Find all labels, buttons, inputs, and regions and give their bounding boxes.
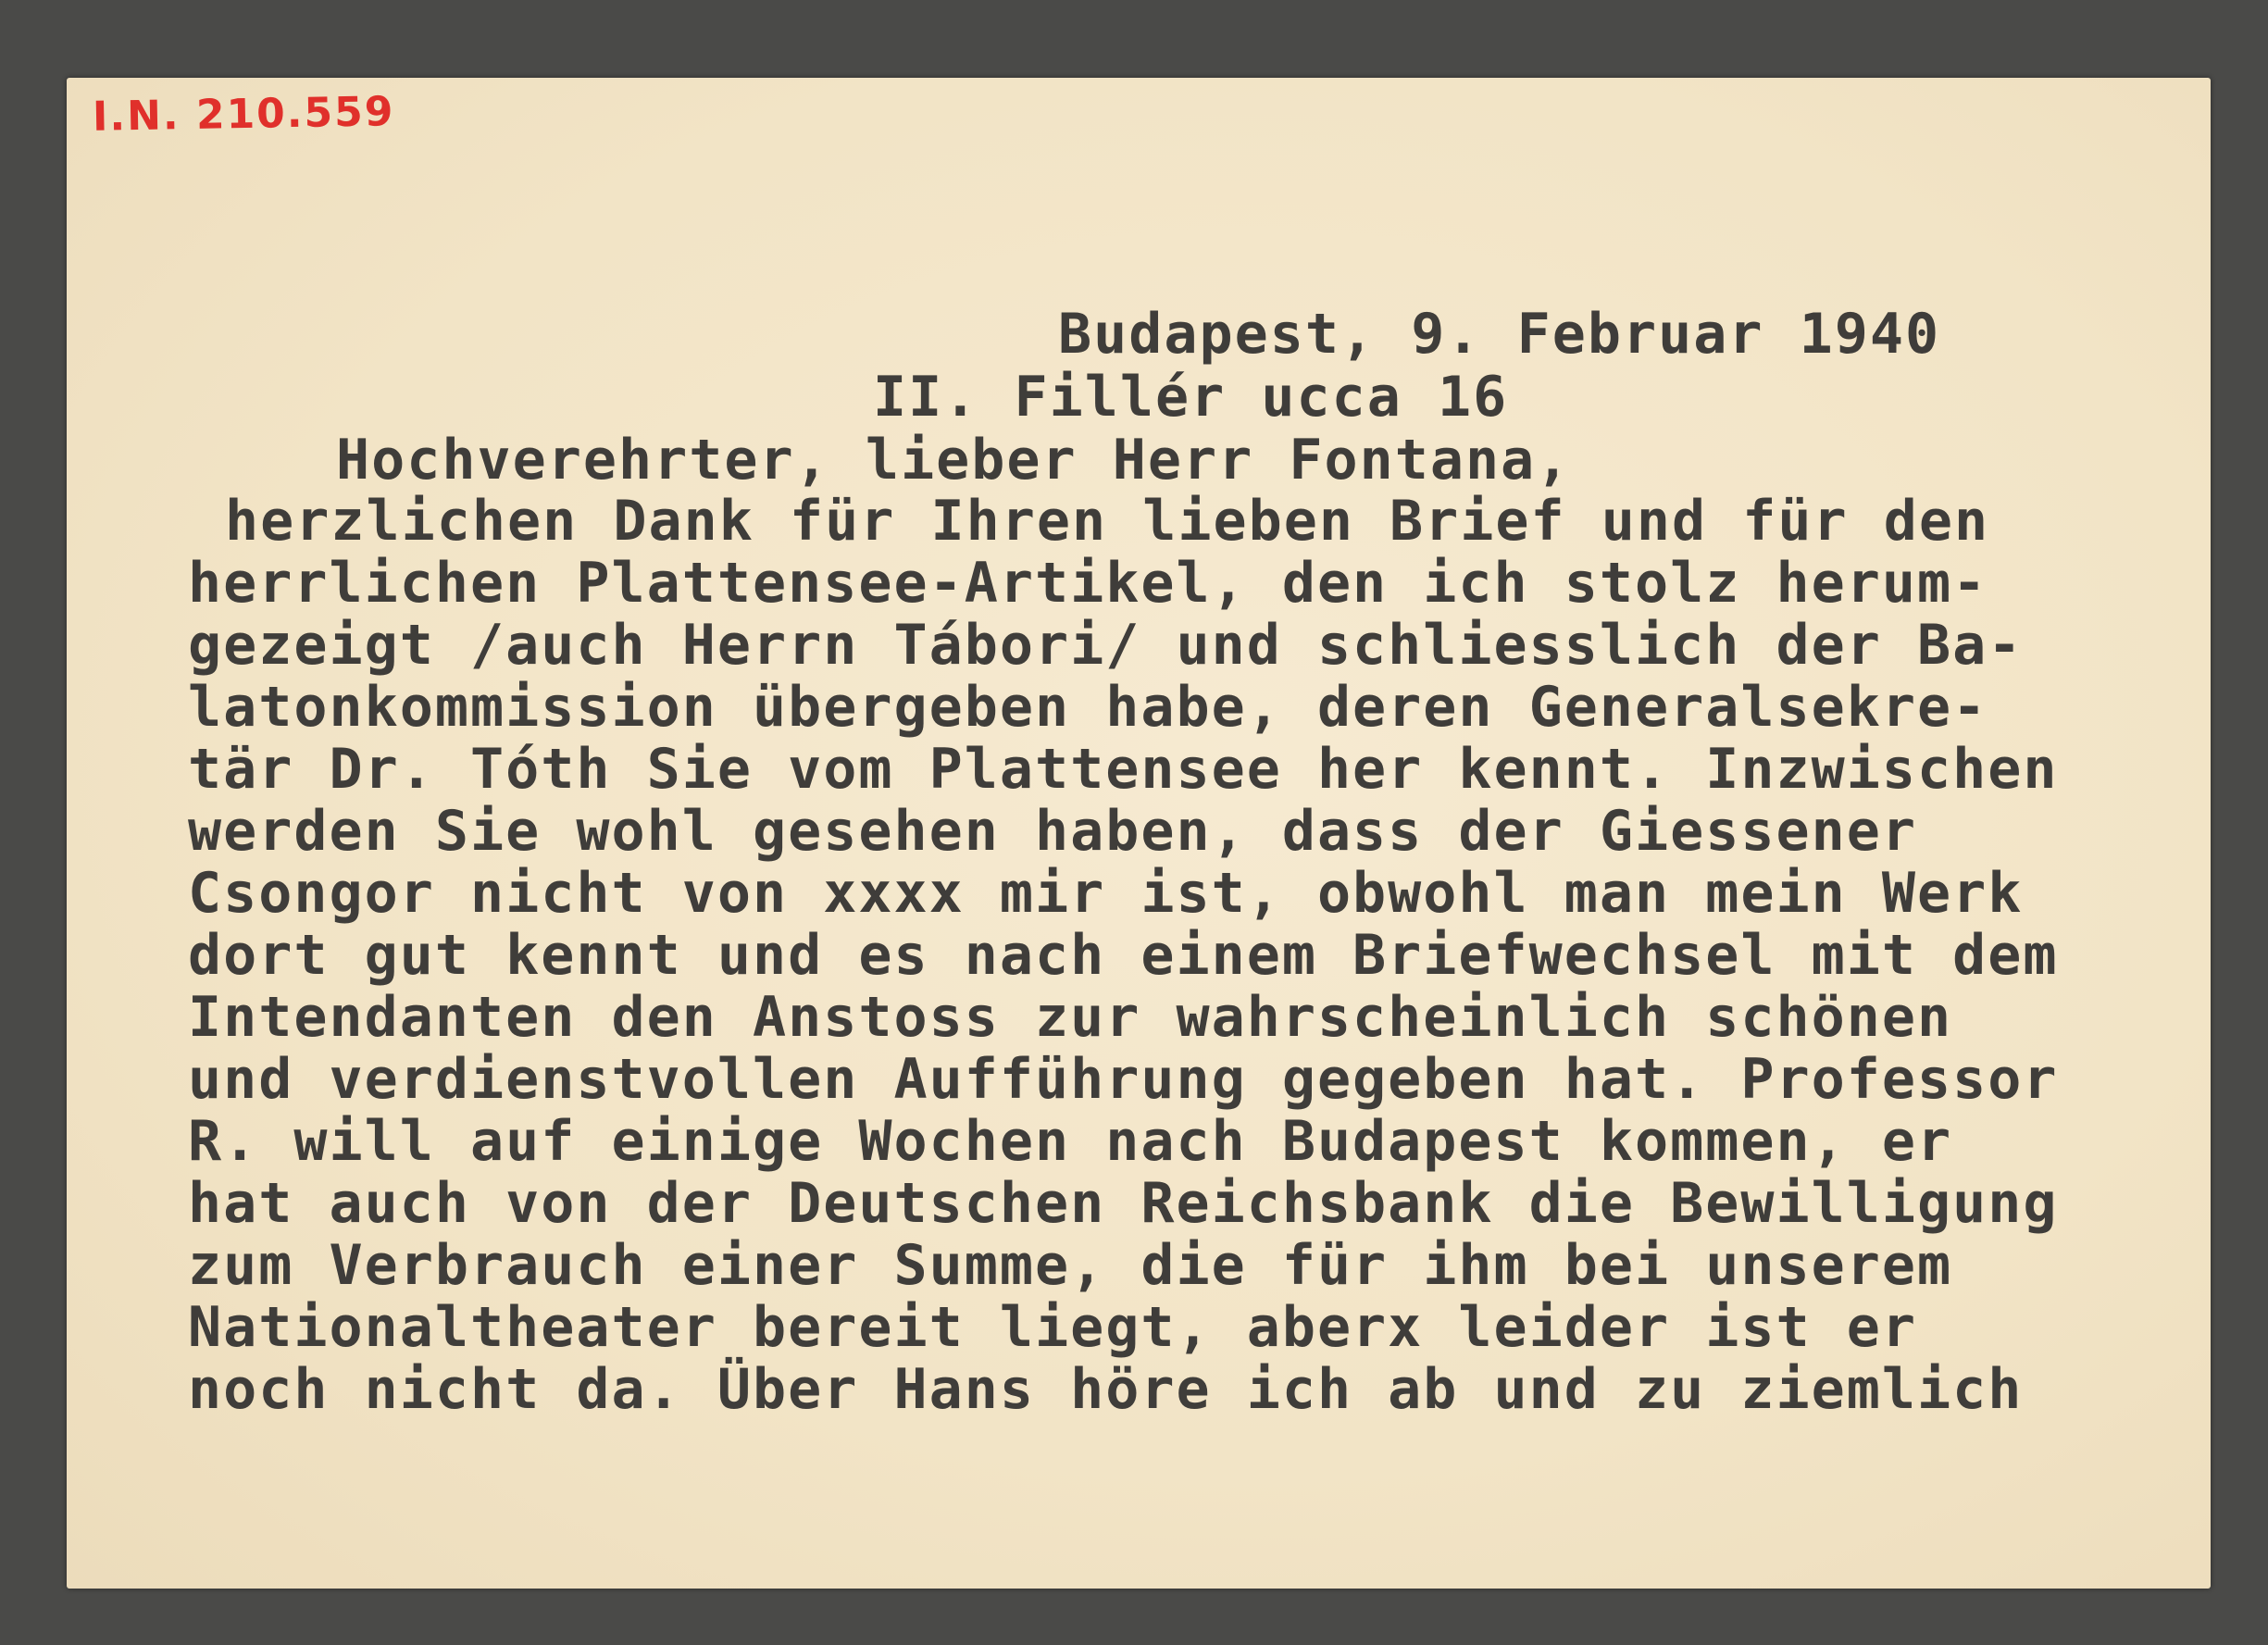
body-line: Nationaltheater bereit liegt, aberx leider ist er <box>188 1295 1918 1360</box>
date-line: Budapest, 9. Februar 1940 <box>1058 302 1941 367</box>
body-line: latonkommission übergeben habe, deren Generalsekre- <box>188 675 1988 740</box>
body-line: Intendanten den Anstoss zur wahrscheinlich schönen <box>188 985 1953 1050</box>
body-line: hat auch von der Deutschen Reichsbank die Bewilligung <box>188 1171 2059 1236</box>
body-line: dort gut kennt und es nach einem Briefwechsel mit dem <box>188 923 2059 988</box>
body-line: R. will auf einige Wochen nach Budapest kommen, er <box>188 1109 1953 1174</box>
body-line: gezeigt /auch Herrn Tábori/ und schliesslich der Ba- <box>188 613 2024 678</box>
body-line: herrlichen Plattensee-Artikel, den ich stolz herum- <box>188 551 1988 616</box>
address-line: II. Fillér ucca 16 <box>873 365 1509 430</box>
postcard <box>67 78 2211 1589</box>
body-line: tär Dr. Tóth Sie vom Plattensee her kennt. Inzwischen <box>188 737 2059 802</box>
inventory-number-stamp: I.N. 210.559 <box>92 88 395 141</box>
body-line: zum Verbrauch einer Summe, die für ihm bei unserem <box>188 1233 1953 1298</box>
body-line: und verdienstvollen Aufführung gegeben hat. Professor <box>188 1047 2059 1112</box>
body-line: herzlichen Dank für Ihren lieben Brief und für den <box>225 489 1990 554</box>
body-line: noch nicht da. Über Hans höre ich ab und zu ziemlich <box>188 1357 2024 1422</box>
body-line: werden Sie wohl gesehen haben, dass der Giessener <box>188 799 1918 864</box>
salutation: Hochverehrter, lieber Herr Fontana, <box>336 428 1572 492</box>
body-line: Csongor nicht von xxxx mir ist, obwohl man mein Werk <box>188 861 2024 926</box>
